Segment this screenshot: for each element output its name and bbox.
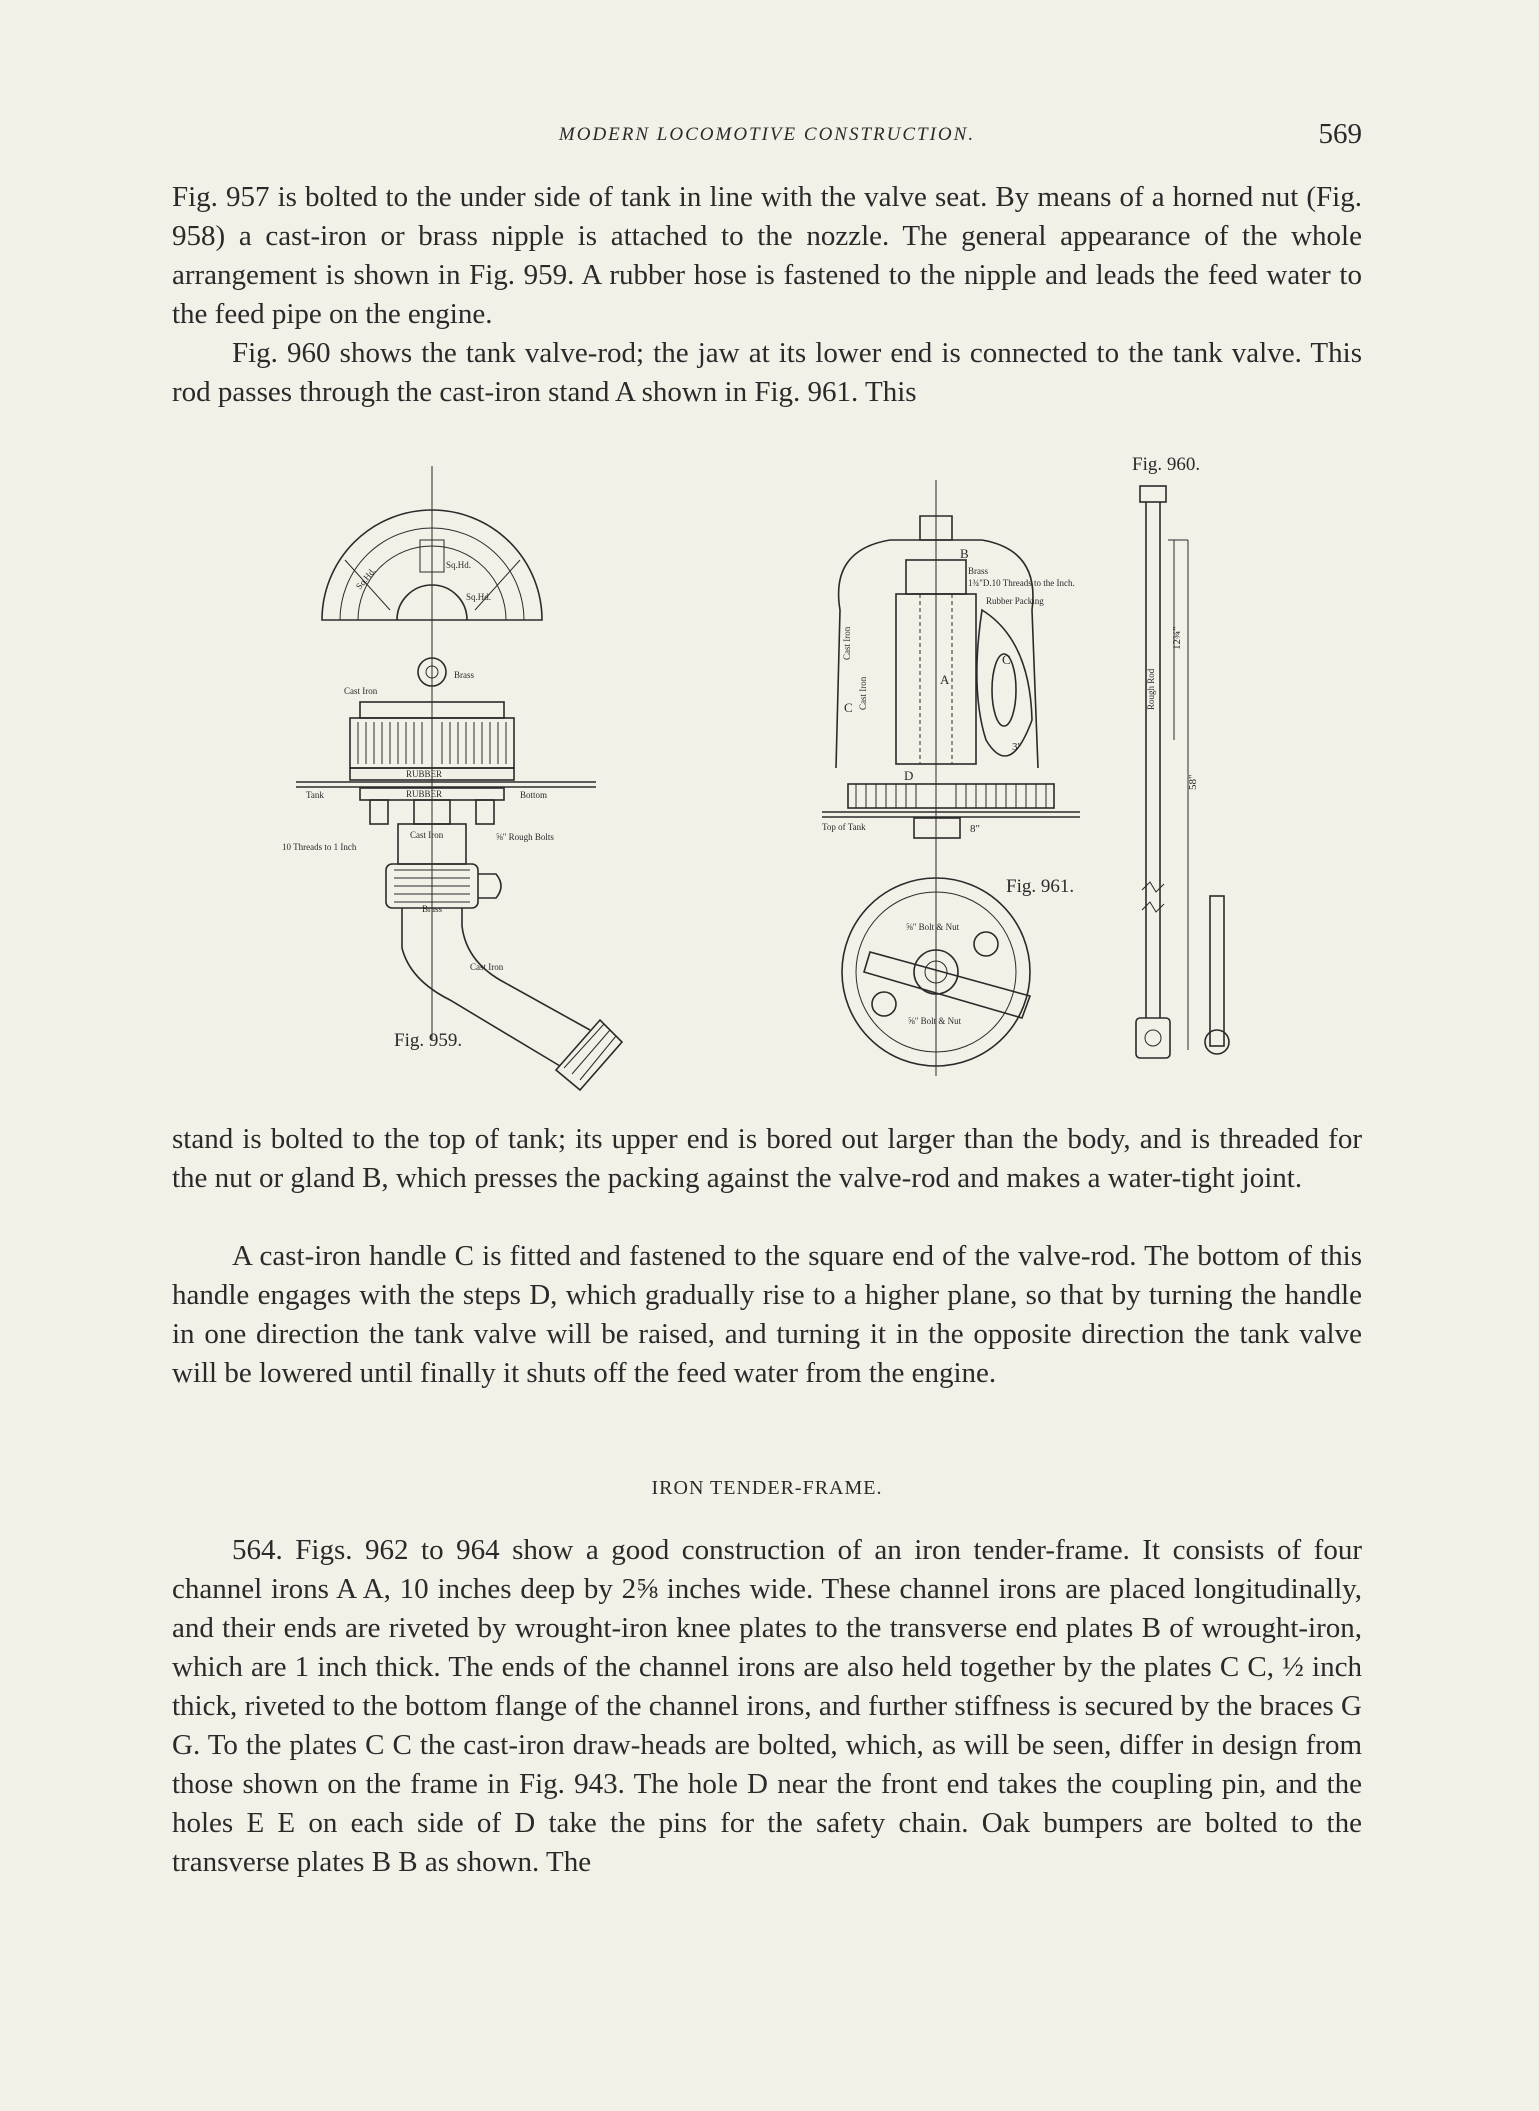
fig959-label-cast-iron-top: Cast Iron [344, 686, 378, 696]
figure-group [270, 440, 1210, 1080]
fig961-label-threads: 1¾"D.10 Threads to the Inch. [968, 578, 1075, 588]
fig959-label-tank: Tank [306, 790, 324, 800]
fig961-label-c-mid: C [1002, 652, 1011, 667]
fig961-label-eight-inch: 8" [970, 823, 980, 835]
figure-drawing [270, 440, 1210, 1080]
fig959-label-sqhd-1: Sq.Hd. [446, 560, 472, 570]
fig959-label-brass-top: Brass [454, 670, 474, 680]
page-number: 569 [1318, 118, 1362, 150]
fig961-label-rubber-packing: Rubber Packing [986, 596, 1044, 606]
fig959-label-rubber-2: RUBBER [406, 789, 443, 799]
fig-960 [1132, 454, 1229, 1058]
fig960-label-dim-lower: 58" [1187, 774, 1199, 790]
fig961-label-three-inch: 3" [1012, 741, 1022, 753]
paragraph-3: stand is bolted to the top of tank; its upper end is bored out larger than the body, and is threaded for the nut or gland B, which presses the packing against the valve-rod and makes a water-tight joint. [172, 1123, 1362, 1194]
fig959-caption: Fig. 959. [394, 1030, 463, 1051]
fig-959 [282, 466, 622, 1090]
fig959-label-rough-bolts: ⅝" Rough Bolts [496, 832, 554, 842]
page-header [172, 118, 1362, 158]
fig959-label-sqhd-3: Sq.Hd. [353, 565, 378, 592]
fig961-label-cast-iron-outer: Cast Iron [842, 626, 852, 660]
fig959-label-cast-iron-mid: Cast Iron [410, 830, 444, 840]
fig961-caption: Fig. 961. [1006, 876, 1075, 897]
fig961-label-b: B [960, 546, 969, 561]
paragraph-1: Fig. 957 is bolted to the under side of tank in line with the valve seat. By means of a horned nut (Fig. 958) a cast-iron or brass nipple is attached to the nozzle. The general appearance of the whole arrangement is shown in Fig. 959. A rubber hose is fastened to the nipple and leads the feed water to the feed pipe on the engine. [172, 181, 1362, 330]
paragraph-2: Fig. 960 shows the tank valve-rod; the jaw at its lower end is connected to the tank valve. This rod passes through the cast-iron stand A shown in Fig. 961. This [172, 337, 1362, 408]
fig959-label-sqhd-2: Sq.Hd. [466, 592, 492, 602]
fig961-label-c-left: C [844, 700, 853, 715]
fig-961 [822, 480, 1080, 1076]
section-heading: IRON TENDER-FRAME. [651, 1477, 883, 1499]
fig961-label-bolt-nut-2: ⅝" Bolt & Nut [908, 1016, 962, 1026]
paragraph-5: 564. Figs. 962 to 964 show a good construction of an iron tender-frame. It consists of four channel irons A A, 10 inches deep by 2⅝ inches wide. These channel irons are placed longitudinally, and their ends are riveted by wrought-iron knee plates to the transverse end plates B of wrought-iron, which are 1 inch thick. The ends of the channel irons are also held together by the plates C C, ½ inch thick, riveted to the bottom flange of the channel irons, and further stiffness is secured by the braces G G. To the plates C C the cast-iron draw-heads are bolted, which, as will be seen, differ in design from those shown on the frame in Fig. 943. The hole D near the front end takes the coupling pin, and the holes E E on each side of D take the pins for the safety chain. Oak bumpers are bolted to the transverse plates B B as shown. The [172, 1534, 1362, 1878]
fig960-label-dim-upper: 12¾" [1171, 626, 1183, 650]
fig961-label-brass: Brass [968, 566, 988, 576]
fig961-label-d: D [904, 768, 914, 783]
paragraph-4: A cast-iron handle C is fitted and fastened to the square end of the valve-rod. The bottom of this handle engages with the steps D, which gradually rise to a higher plane, so that by turning the handle in one direction the tank valve will be raised, and turning it in the opposite direction the tank valve will be lowered until finally it shuts off the feed water from the engine. [172, 1240, 1362, 1389]
fig959-label-rubber-1: RUBBER [406, 769, 443, 779]
fig961-label-cast-iron-inner: Cast Iron [858, 676, 868, 710]
fig961-label-a: A [940, 672, 950, 687]
fig961-label-bolt-nut-1: ⅝" Bolt & Nut [906, 922, 960, 932]
fig959-label-cast-iron-low: Cast Iron [470, 962, 504, 972]
fig959-label-brass-nipple: Brass [422, 904, 442, 914]
fig960-caption: Fig. 960. [1132, 454, 1201, 475]
fig959-label-threads: 10 Threads to 1 Inch [282, 842, 357, 852]
running-title: MODERN LOCOMOTIVE CONSTRUCTION. [558, 124, 976, 145]
fig961-label-top-of-tank: Top of Tank [822, 822, 866, 832]
fig960-label-rough-rod: Rough Rod [1146, 668, 1156, 710]
fig959-label-bottom: Bottom [520, 790, 548, 800]
